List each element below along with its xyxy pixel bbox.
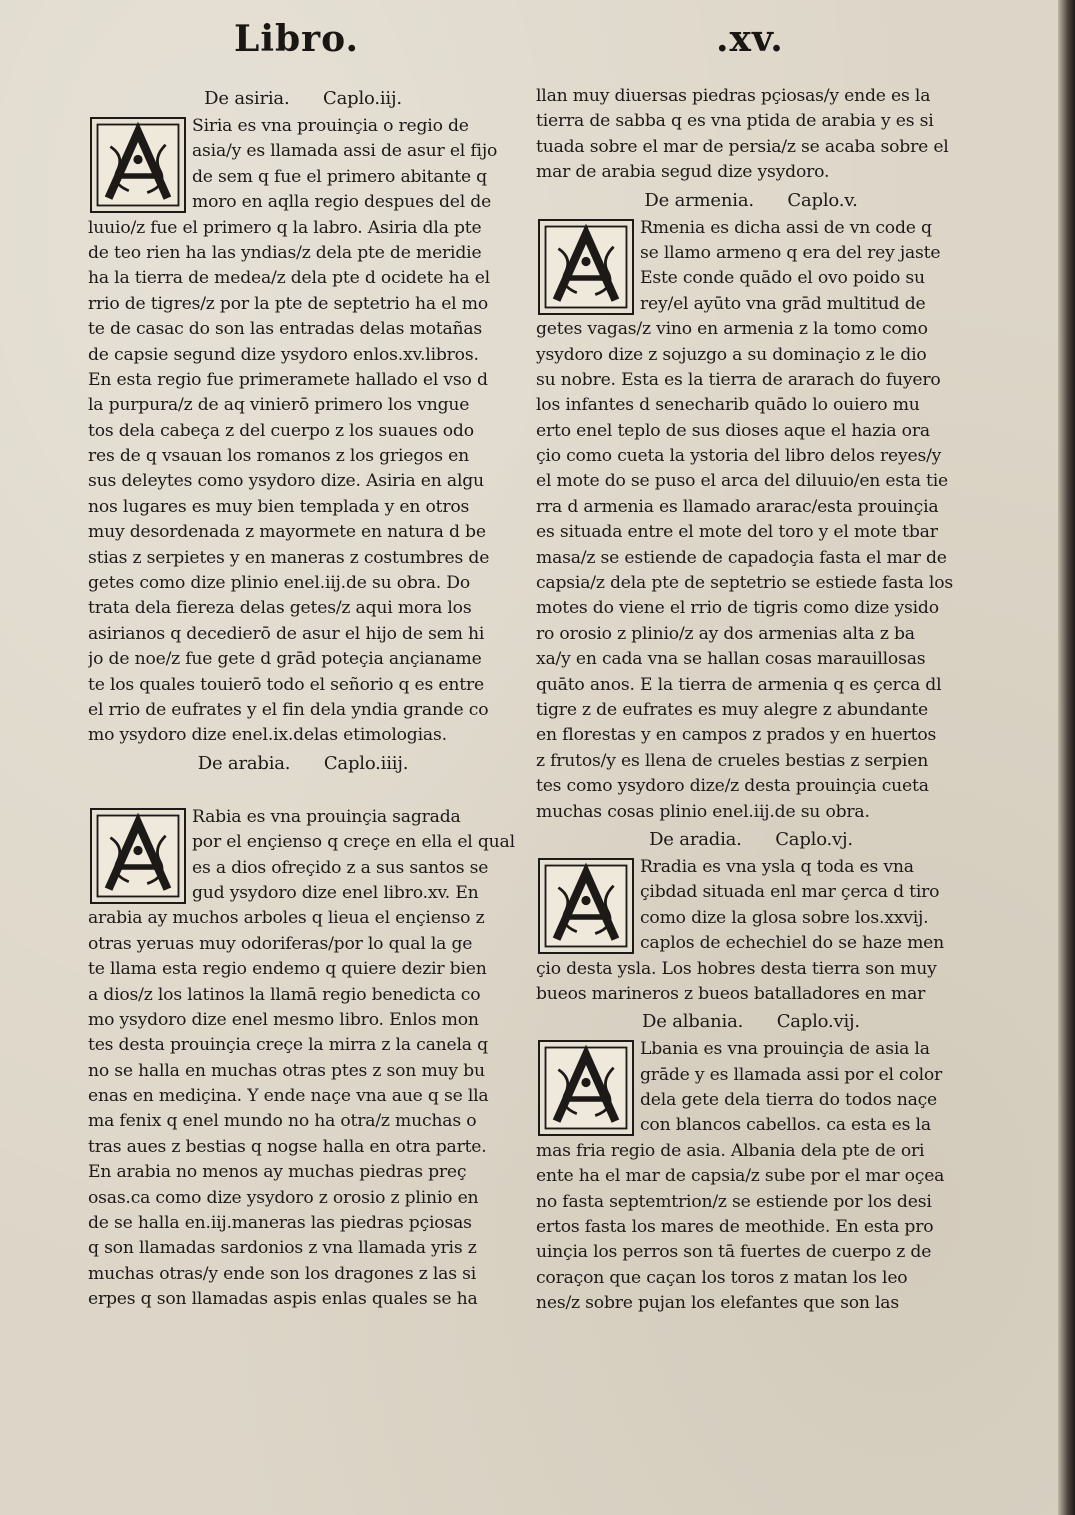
decorated-initial-A: [538, 219, 634, 315]
text-line: çio como cueta la ystoria del libro delos reyes/y: [536, 446, 942, 467]
decorated-initial-A: [90, 808, 186, 904]
text-line: ro orosio z plinio/z ay dos armenias alta z ba: [536, 623, 915, 644]
text-line: el mote do se puso el arca del diluuio/en esta tie: [536, 471, 949, 492]
decorated-initial-A: [538, 858, 634, 954]
chapter-albania: [536, 1037, 966, 1316]
text-line: getes como dize plinio enel.iij.de su obra. Do: [88, 573, 471, 594]
text-line: res de q vsauan los romanos z los griegos en: [88, 446, 469, 467]
chapter-heading: [88, 749, 518, 779]
text-line: a dios/z los latinos la llamā regio benedicta co: [88, 984, 481, 1005]
text-line: capsia/z dela pte de septetrio se estiede fasta los: [536, 573, 953, 594]
text-line: z frutos/y es llena de crueles bestias z serpien: [536, 750, 929, 771]
chapter-asiria: [88, 114, 518, 749]
text-line: q son llamadas sardonios z vna llamada yris z: [88, 1238, 477, 1259]
chapter-heading-title: De aradia.: [649, 828, 742, 850]
text-line: asirianos q decedierō de asur el hijo de sem hi: [88, 623, 485, 644]
text-line: tigre z de eufrates es muy alegre z abundante: [536, 699, 928, 720]
initial-letter-A-icon: [540, 1042, 632, 1134]
text-line: stias z serpietes y en maneras z costumbres de: [88, 547, 490, 568]
initial-letter-A-icon: [92, 810, 184, 902]
spacer: [88, 779, 518, 805]
text-line: arabia ay muchos arboles q lieua el ençienso z: [88, 908, 485, 929]
chapter-heading: [536, 186, 966, 216]
text-line: grāde y es llamada assi por el color: [640, 1064, 943, 1085]
chapter-aradia: [536, 855, 966, 1007]
text-line: ha la tierra de medea/z dela pte d ocidete ha el: [88, 268, 490, 289]
text-line: la purpura/z de aq vinierō primero los vngue: [88, 395, 470, 416]
text-line: asia/y es llamada assi de asur el fijo: [192, 141, 498, 162]
initial-letter-A-icon: [92, 119, 184, 211]
text-line: por el ençienso q creçe en ella el qual: [192, 832, 515, 853]
text-line: erto enel teplo de sus dioses aque el hazia ora: [536, 420, 930, 441]
chapter-number: Caplo.iiij.: [323, 752, 409, 774]
chapter-heading: [88, 84, 518, 114]
chapter-heading-title: De asiria.: [204, 88, 290, 109]
text-line: Rradia es vna ysla q toda es vna: [640, 856, 914, 877]
book-edge-shadow: [1058, 0, 1075, 1515]
text-line: no fasta septemtrion/z se estiende por los desi: [536, 1191, 932, 1212]
text-line: luuio/z fue el primero q la labro. Asiria dla pte: [88, 217, 482, 238]
chapter-number: Caplo.iij.: [323, 88, 402, 109]
text-line: mo ysydoro dize enel mesmo libro. Enlos mon: [88, 1009, 479, 1030]
text-line: mar de arabia segud dize ysydoro.: [536, 162, 830, 183]
text-line: muchas otras/y ende son los dragones z las si: [88, 1263, 477, 1284]
text-line: es a dios ofreçido z a sus santos se: [192, 857, 489, 878]
initial-letter-A-icon: [540, 860, 632, 952]
text-line: rra d armenia es llamado ararac/esta prouinçia: [536, 496, 939, 517]
text-line: getes vagas/z vino en armenia z la tomo como: [536, 319, 928, 340]
text-line: de sem q fue el primero abitante q: [192, 166, 487, 187]
text-line: muy desordenada z mayormete en natura d be: [88, 522, 486, 543]
text-line: rey/el ayūto vna grād multitud de: [640, 293, 926, 314]
left-column: [88, 84, 518, 1313]
chapter-heading: [536, 1007, 966, 1037]
text-line: Siria es vna prouinçia o regio de: [192, 116, 469, 136]
text-line: motes do viene el rrio de tigris como dize ysido: [536, 598, 939, 619]
text-line: nes/z sobre pujan los elefantes que son las: [536, 1293, 899, 1314]
text-line: gud ysydoro dize enel libro.xv. En: [192, 882, 479, 903]
text-line: tuada sobre el mar de persia/z se acaba sobre el: [536, 136, 949, 157]
initial-letter-A-icon: [540, 221, 632, 313]
text-line: rrio de tigres/z por la pte de septetrio ha el mo: [88, 293, 488, 314]
text-line: muchas cosas plinio enel.iij.de su obra.: [536, 801, 870, 822]
text-line: otras yeruas muy odoriferas/por lo qual la ge: [88, 933, 473, 954]
text-line: enas en mediçina. Y ende naçe vna aue q se lla: [88, 1086, 489, 1107]
folio-number: .xv.: [716, 18, 784, 60]
text-line: caplos de echechiel do se haze men: [640, 933, 945, 954]
text-line: trata dela fiereza delas getes/z aqui mora los: [88, 598, 472, 619]
text-line: ente ha el mar de capsia/z sube por el mar oçea: [536, 1166, 945, 1187]
chapter-number: Caplo.v.: [787, 189, 858, 211]
text-line: bueos marineros z bueos batalladores en mar: [536, 983, 926, 1004]
text-line: moro en aqlla regio despues del de: [192, 192, 492, 213]
text-line: con blancos cabellos. ca esta es la: [640, 1115, 931, 1136]
text-line: no se halla en muchas otras ptes z son muy bu: [88, 1060, 485, 1081]
decorated-initial-A: [90, 117, 186, 213]
text-line: de capsie segund dize ysydoro enlos.xv.libros.: [88, 344, 479, 365]
text-line: ertos fasta los mares de meothide. En esta pro: [536, 1217, 934, 1238]
text-line: su nobre. Esta es la tierra de ararach do fuyero: [536, 369, 941, 390]
text-line: tras aues z bestias q nogse halla en otra parte.: [88, 1136, 487, 1157]
text-line: erpes q son llamadas aspis enlas quales se ha: [88, 1289, 478, 1310]
text-line: nos lugares es muy bien templada y en otros: [88, 496, 470, 517]
text-line: jo de noe/z fue gete d grād poteçia ançianame: [88, 649, 482, 670]
chapter-heading-title: De armenia.: [644, 189, 754, 211]
chapter-heading-title: De albania.: [642, 1011, 744, 1033]
chapter-heading: [536, 825, 966, 855]
text-line: dela gete dela tierra do todos naçe: [640, 1090, 938, 1111]
text-line: çio desta ysla. Los hobres desta tierra son muy: [536, 958, 937, 979]
right-column: [536, 84, 966, 1317]
text-line: En esta regio fue primeramete hallado el vso d: [88, 369, 488, 390]
text-line: ysydoro dize z sojuzgo a su dominaçio z le dio: [536, 344, 927, 365]
text-line: uinçia los perros son tā fuertes de cuerpo z de: [536, 1242, 932, 1263]
chapter-arabia: [88, 805, 518, 1313]
text-line: se llamo armeno q era del rey jaste: [640, 242, 941, 263]
chapter-heading-title: De arabia.: [197, 752, 291, 774]
decorated-initial-A: [538, 1040, 634, 1136]
chapter-number: Caplo.vij.: [776, 1011, 860, 1033]
text-line: llan muy diuersas piedras pçiosas/y ende es la: [536, 86, 931, 106]
text-line: tes desta prouinçia creçe la mirra z la canela q: [88, 1035, 488, 1056]
text-line: mas fria regio de asia. Albania dela pte de ori: [536, 1140, 925, 1161]
text-line: es situada entre el mote del toro y el mote tbar: [536, 522, 938, 543]
text-line: sus deleytes como ysydoro dize. Asiria en algu: [88, 471, 484, 492]
text-line: te llama esta regio endemo q quiere dezir bien: [88, 959, 487, 980]
text-line: tos dela cabeça z del cuerpo z los suaues odo: [88, 420, 474, 441]
text-line: de se halla en.iij.maneras las piedras pçiosas: [88, 1213, 472, 1234]
text-line: En arabia no menos ay muchas piedras preç: [88, 1162, 467, 1183]
text-line: Este conde quādo el ovo poido su: [640, 268, 925, 289]
text-line: çibdad situada enl mar çerca d tiro: [640, 882, 940, 903]
text-line: te de casac do son las entradas delas motañas: [88, 319, 483, 340]
text-line: como dize la glosa sobre los.xxvij.: [640, 907, 929, 928]
text-line: te los quales touierō todo el señorio q es entre: [88, 674, 484, 695]
text-line: Rabia es vna prouinçia sagrada: [192, 806, 461, 827]
text-line: coraçon que caçan los toros z matan los leo: [536, 1267, 908, 1288]
text-line: los infantes d senecharib quādo lo ouiero mu: [536, 395, 920, 416]
text-line: masa/z se estiende de capadoçia fasta el mar de: [536, 547, 947, 568]
text-line: tes como ysydoro dize/z desta prouinçia cueta: [536, 776, 929, 797]
text-line: el rrio de eufrates y el fin dela yndia grande co: [88, 699, 489, 720]
text-line: osas.ca como dize ysydoro z orosio z plinio en: [88, 1187, 479, 1208]
text-line: tierra de sabba q es vna ptida de arabia y es si: [536, 111, 934, 132]
text-line: quāto anos. E la tierra de armenia q es çerca dl: [536, 674, 942, 695]
text-line: ma fenix q enel mundo no ha otra/z muchas o: [88, 1111, 477, 1132]
chapter-armenia: [536, 216, 966, 825]
text-line: xa/y en cada vna se hallan cosas marauillosas: [536, 649, 926, 670]
text-line: en florestas y en campos z prados y en huertos: [536, 725, 937, 746]
chapter-number: Caplo.vj.: [775, 828, 853, 850]
text-line: mo ysydoro dize enel.ix.delas etimologias.: [88, 725, 447, 746]
running-head-left: Libro.: [234, 18, 360, 60]
text-line: Lbania es vna prouinçia de asia la: [640, 1039, 930, 1060]
text-line: Rmenia es dicha assi de vn code q: [640, 217, 932, 238]
text-line: de teo rien ha las yndias/z dela pte de meridie: [88, 242, 482, 263]
